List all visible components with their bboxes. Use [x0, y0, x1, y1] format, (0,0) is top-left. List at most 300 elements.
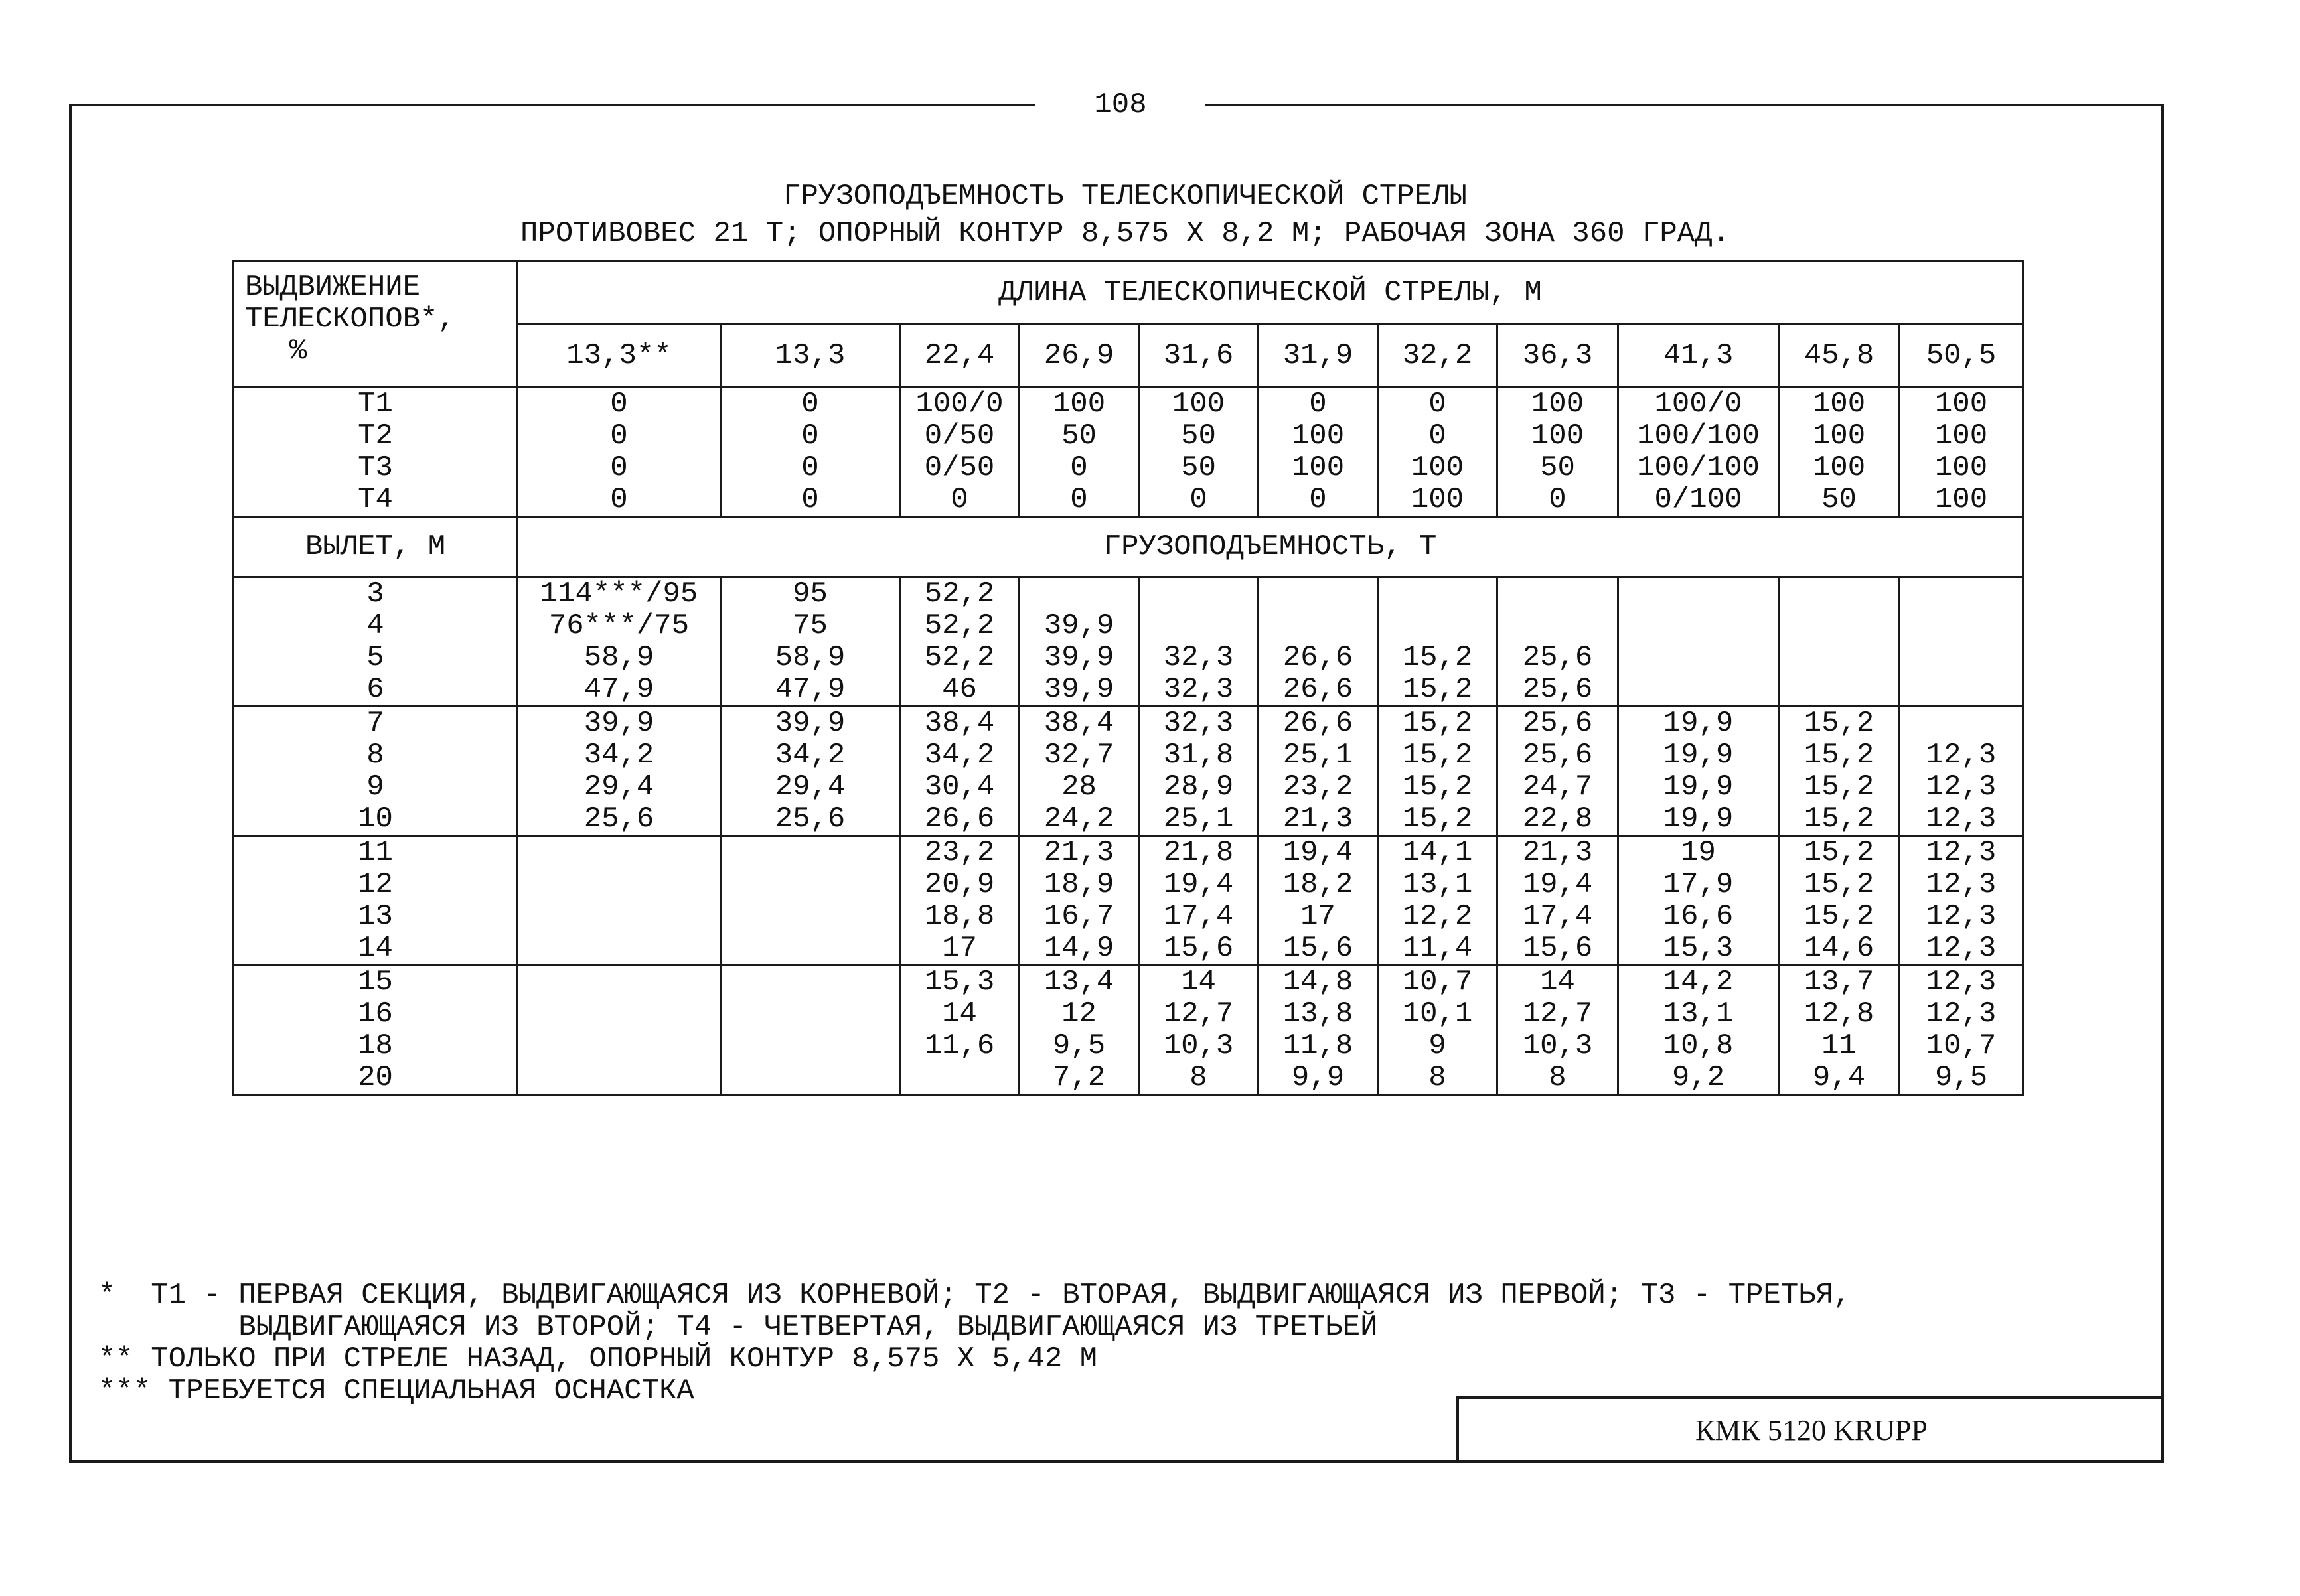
page-number: 108 [1035, 85, 1205, 125]
capacity-values-cell [900, 966, 1020, 1095]
capacity-values-cell [1378, 577, 1497, 707]
cell-value: 52,2 [924, 641, 995, 674]
cell-value: 9,5 [1052, 1029, 1106, 1062]
extension-values-cell [1779, 388, 1900, 517]
cell-value: 11 [358, 836, 393, 869]
cell-value: 12,3 [1926, 770, 1997, 804]
cell-value [1505, 578, 1610, 610]
cell-value [1626, 642, 1771, 674]
capacity-values-cell [1900, 966, 2023, 1095]
cell-value: 17,9 [1663, 868, 1734, 901]
cell-value [728, 869, 892, 901]
extension-values-cell [1139, 388, 1259, 517]
cell-value: 12,8 [1803, 997, 1875, 1031]
cell-value: 25,6 [1522, 739, 1593, 772]
cell-value: 31,8 [1163, 739, 1234, 772]
cell-value: 28 [1061, 770, 1097, 804]
capacity-values-cell [518, 966, 721, 1095]
cell-value: 13,4 [1043, 966, 1114, 999]
cell-value: 100 [1934, 483, 1988, 516]
cell-value [1786, 674, 1892, 705]
cell-value: 11,4 [1402, 932, 1473, 965]
cell-value: 15,3 [924, 966, 995, 999]
capacity-block-row [234, 707, 2023, 836]
cell-value: 58,9 [583, 641, 654, 674]
title-line-2: ПРОТИВОВЕС 21 Т; ОПОРНЫЙ КОНТУР 8,575 Х 8,2 М; РАБОЧАЯ ЗОНА 360 ГРАД. [520, 217, 1730, 250]
cell-value [1907, 578, 2015, 610]
cell-value: 13,7 [1803, 966, 1875, 999]
cell-value: 15,3 [1663, 932, 1734, 965]
cell-value [1907, 674, 2015, 705]
cell-value: 100 [1531, 419, 1584, 453]
cell-value [525, 837, 713, 869]
boom-length-cell: 22,4 [900, 325, 1020, 388]
cell-value: 100/100 [1637, 419, 1760, 453]
capacity-values-cell [1378, 707, 1497, 836]
extension-header-line-1: ВЫДВИЖЕНИЕ [245, 271, 421, 304]
cell-value: 12,3 [1926, 739, 1997, 772]
cell-value: 100/0 [915, 388, 1004, 421]
boom-length-cell: 13,3** [518, 325, 721, 388]
extension-header-line-2: ТЕЛЕСКОПОВ*, [245, 303, 455, 336]
cell-value: 19,4 [1282, 836, 1353, 869]
cell-value: 13 [358, 900, 393, 933]
cell-value: 25,6 [1522, 673, 1593, 706]
boom-length-cell: 45,8 [1779, 325, 1900, 388]
cell-value: 100 [1531, 388, 1584, 421]
cell-value [1266, 610, 1370, 642]
cell-value: 25,6 [775, 802, 846, 835]
cell-value: 8 [1549, 1061, 1567, 1094]
title-stamp: КМК 5120 KRUPP [1456, 1396, 2164, 1463]
cell-value: 100/0 [1654, 388, 1742, 421]
cell-value: 14,9 [1043, 932, 1114, 965]
cell-value: 100/100 [1637, 451, 1760, 484]
extension-values-cell [721, 388, 900, 517]
cell-value: 95 [793, 577, 828, 611]
cell-value: 11,6 [924, 1029, 995, 1062]
footnote-1-cont: ВЫДВИГАЮЩАЯСЯ ИЗ ВТОРОЙ; Т4 - ЧЕТВЕРТАЯ, ВЫДВИГАЮЩАЯСЯ ИЗ ТРЕТЬЕЙ [98, 1311, 1378, 1344]
cell-value: 15,2 [1402, 739, 1473, 772]
cell-value: 12,3 [1926, 997, 1997, 1031]
capacity-values-cell [721, 577, 900, 707]
title-line-1: ГРУЗОПОДЪЕМНОСТЬ ТЕЛЕСКОПИЧЕСКОЙ СТРЕЛЫ [783, 180, 1467, 213]
radius-header: ВЫЛЕТ, М [234, 517, 518, 577]
cell-value: 12 [1061, 997, 1097, 1031]
cell-value: 0 [1549, 483, 1567, 516]
cell-value: 58,9 [775, 641, 846, 674]
capacity-values-cell [1900, 707, 2023, 836]
cell-value: 21,8 [1163, 836, 1234, 869]
boom-length-cell: 26,9 [1020, 325, 1139, 388]
cell-value: 18,9 [1043, 868, 1114, 901]
cell-value [1786, 578, 1892, 610]
cell-value: 0 [801, 451, 819, 484]
cell-value: 0/50 [924, 451, 995, 484]
cell-value: 0 [801, 388, 819, 421]
cell-value: 7,2 [1052, 1061, 1106, 1094]
cell-value [525, 998, 713, 1030]
cell-value: 13,1 [1663, 997, 1734, 1031]
capacity-values-cell [518, 577, 721, 707]
boom-length-header: ДЛИНА ТЕЛЕСКОПИЧЕСКОЙ СТРЕЛЫ, М [518, 261, 2023, 325]
cell-value [525, 966, 713, 998]
cell-value: 19,9 [1663, 770, 1734, 804]
cell-value: Т4 [358, 483, 393, 516]
cell-value: 34,2 [924, 739, 995, 772]
cell-value: 34,2 [775, 739, 846, 772]
cell-value: 9 [366, 770, 384, 804]
cell-value: 25,6 [1522, 641, 1593, 674]
cell-value: 100 [1411, 451, 1464, 484]
cell-value [1385, 610, 1490, 642]
cell-value: 19,4 [1522, 868, 1593, 901]
cell-value: 34,2 [583, 739, 654, 772]
cell-value: 29,4 [583, 770, 654, 804]
capacity-values-cell [1618, 707, 1779, 836]
capacity-values-cell [1378, 836, 1497, 966]
cell-value: 8 [1428, 1061, 1446, 1094]
cell-value: 14,2 [1663, 966, 1734, 999]
boom-length-cell: 32,2 [1378, 325, 1497, 388]
cell-value: 0/100 [1654, 483, 1742, 516]
capacity-values-cell [721, 836, 900, 966]
footnote-3: *** ТРЕБУЕТСЯ СПЕЦИАЛЬНАЯ ОСНАСТКА [98, 1374, 694, 1408]
cell-value [1786, 642, 1892, 674]
cell-value: 0 [951, 483, 968, 516]
cell-value: 16 [358, 997, 393, 1031]
cell-value [525, 901, 713, 932]
cell-value [1027, 578, 1131, 610]
cell-value: 46 [942, 673, 977, 706]
cell-value: 4 [366, 609, 384, 642]
cell-value: 0 [610, 483, 628, 516]
cell-value: 15,2 [1803, 739, 1875, 772]
boom-length-cell: 31,6 [1139, 325, 1259, 388]
cell-value [1266, 578, 1370, 610]
section-labels-cell [234, 388, 518, 517]
cell-value: 20 [358, 1061, 393, 1094]
cell-value [525, 932, 713, 964]
cell-value: 38,4 [924, 707, 995, 740]
cell-value: 20,9 [924, 868, 995, 901]
capacity-values-cell [1779, 966, 1900, 1095]
capacity-values-cell [721, 966, 900, 1095]
table-title [232, 178, 2018, 252]
cell-value: 39,9 [1043, 609, 1114, 642]
extension-values-cell [900, 388, 1020, 517]
cell-value: 10 [358, 802, 393, 835]
cell-value: 9,5 [1934, 1061, 1988, 1094]
cell-value: 0 [801, 483, 819, 516]
cell-value: Т2 [358, 419, 393, 453]
cell-value: 7 [366, 707, 384, 740]
cell-value: 50 [1181, 419, 1216, 453]
cell-value: 15,2 [1402, 641, 1473, 674]
cell-value: 15,2 [1402, 707, 1473, 740]
boom-length-cell: 31,9 [1259, 325, 1378, 388]
cell-value: 19,9 [1663, 802, 1734, 835]
cell-value: 14 [942, 997, 977, 1031]
capacity-values-cell [1779, 577, 1900, 707]
capacity-values-cell [1259, 577, 1378, 707]
capacity-values-cell [1497, 966, 1618, 1095]
cell-value: 15,2 [1803, 707, 1875, 740]
cell-value: 24,7 [1522, 770, 1593, 804]
cell-value: 0 [1309, 483, 1327, 516]
cell-value: 3 [366, 577, 384, 611]
capacity-values-cell [1020, 707, 1139, 836]
capacity-values-cell [1139, 577, 1259, 707]
cell-value: 39,9 [775, 707, 846, 740]
radius-values-cell [234, 707, 518, 836]
radius-values-cell [234, 966, 518, 1095]
cell-value [728, 966, 892, 998]
cell-value: 5 [366, 641, 384, 674]
capacity-values-cell [1618, 577, 1779, 707]
cell-value: 14,6 [1803, 932, 1875, 965]
cell-value [1907, 610, 2015, 642]
cell-value: 50 [1061, 419, 1097, 453]
cell-value: 26,6 [924, 802, 995, 835]
cell-value: 15,2 [1803, 900, 1875, 933]
cell-value: 12,3 [1926, 966, 1997, 999]
cell-value: 12,3 [1926, 900, 1997, 933]
cell-value: 15 [358, 966, 393, 999]
cell-value: 0 [1189, 483, 1207, 516]
cell-value: 15,6 [1163, 932, 1234, 965]
cell-value: 100 [1934, 388, 1988, 421]
cell-value: 26,6 [1282, 641, 1353, 674]
capacity-values-cell [900, 707, 1020, 836]
cell-value: Т3 [358, 451, 393, 484]
cell-value: 32,3 [1163, 707, 1234, 740]
cell-value: 23,2 [924, 836, 995, 869]
extension-values-cell [1378, 388, 1497, 517]
cell-value: 32,7 [1043, 739, 1114, 772]
cell-value: 17 [1300, 900, 1336, 933]
cell-value: 100 [1291, 419, 1345, 453]
cell-value: 100 [1934, 419, 1988, 453]
cell-value: 15,2 [1402, 673, 1473, 706]
capacity-values-cell [1497, 577, 1618, 707]
cell-value: 52,2 [924, 609, 995, 642]
cell-value: 9,2 [1671, 1061, 1725, 1094]
capacity-values-cell [1020, 966, 1139, 1095]
cell-value: 11,8 [1282, 1029, 1353, 1062]
capacity-values-cell [1378, 966, 1497, 1095]
cell-value: 10,3 [1522, 1029, 1593, 1062]
cell-value [907, 1062, 1012, 1094]
cell-value: 12,3 [1926, 868, 1997, 901]
capacity-values-cell [1259, 707, 1378, 836]
cell-value [1626, 674, 1771, 705]
cell-value: 52,2 [924, 577, 995, 611]
cell-value: 25,1 [1282, 739, 1353, 772]
capacity-values-cell [1020, 836, 1139, 966]
cell-value: 32,3 [1163, 641, 1234, 674]
cell-value: 14 [1540, 966, 1575, 999]
capacity-values-cell [1497, 707, 1618, 836]
cell-value: 17,4 [1163, 900, 1234, 933]
extension-header-cell [234, 261, 518, 388]
cell-value [1907, 707, 2015, 739]
cell-value [1626, 578, 1771, 610]
cell-value: 47,9 [775, 673, 846, 706]
cell-value: 16,7 [1043, 900, 1114, 933]
cell-value: 8 [366, 739, 384, 772]
cell-value: 29,4 [775, 770, 846, 804]
capacity-values-cell [900, 836, 1020, 966]
cell-value [728, 1030, 892, 1062]
extension-header-line-3: % [289, 334, 307, 368]
cell-value [1146, 610, 1251, 642]
cell-value [728, 932, 892, 964]
cell-value: 17,4 [1522, 900, 1593, 933]
cell-value: 17 [942, 932, 977, 965]
cell-value: 25,6 [1522, 707, 1593, 740]
boom-length-cell: 41,3 [1618, 325, 1779, 388]
cell-value: 14,8 [1282, 966, 1353, 999]
cell-value: 0 [1428, 419, 1446, 453]
capacity-values-cell [1020, 577, 1139, 707]
cell-value: 26,6 [1282, 673, 1353, 706]
capacity-values-cell [1900, 836, 2023, 966]
cell-value [1505, 610, 1610, 642]
boom-length-cell: 36,3 [1497, 325, 1618, 388]
capacity-values-cell [1139, 966, 1259, 1095]
capacity-values-cell [1618, 836, 1779, 966]
cell-value: 76***/75 [548, 609, 690, 642]
capacity-values-cell [1259, 966, 1378, 1095]
cell-value: 15,2 [1803, 836, 1875, 869]
cell-value: Т1 [358, 388, 393, 421]
cell-value: 100 [1812, 388, 1866, 421]
capacity-values-cell [518, 707, 721, 836]
cell-value [728, 837, 892, 869]
cell-value: 0 [610, 388, 628, 421]
cell-value: 32,3 [1163, 673, 1234, 706]
cell-value: 14,1 [1402, 836, 1473, 869]
cell-value: 100 [1411, 483, 1464, 516]
cell-value: 0/50 [924, 419, 995, 453]
capacity-values-cell [1259, 836, 1378, 966]
cell-value: 19,9 [1663, 739, 1734, 772]
capacity-values-cell [1779, 707, 1900, 836]
cell-value: 15,2 [1402, 770, 1473, 804]
cell-value: 100 [1172, 388, 1225, 421]
cell-value: 6 [366, 673, 384, 706]
radius-values-cell [234, 577, 518, 707]
cell-value: 15,2 [1803, 868, 1875, 901]
cell-value [728, 1062, 892, 1094]
cell-value: 23,2 [1282, 770, 1353, 804]
cell-value: 10,7 [1402, 966, 1473, 999]
footnote-1: * Т1 - ПЕРВАЯ СЕКЦИЯ, ВЫДВИГАЮЩАЯСЯ ИЗ КОРНЕВОЙ; Т2 - ВТОРАЯ, ВЫДВИГАЮЩАЯСЯ ИЗ ПЕРВОЙ; Т3 - ТРЕТЬЯ, [98, 1279, 1851, 1312]
cell-value: 12 [358, 868, 393, 901]
cell-value [525, 869, 713, 901]
boom-length-cell: 13,3 [721, 325, 900, 388]
cell-value: 26,6 [1282, 707, 1353, 740]
cell-value [728, 998, 892, 1030]
cell-value: 15,6 [1282, 932, 1353, 965]
cell-value: 19 [1681, 836, 1716, 869]
cell-value: 13,8 [1282, 997, 1353, 1031]
extension-values-cell [1020, 388, 1139, 517]
cell-value: 13,1 [1402, 868, 1473, 901]
cell-value: 0 [801, 419, 819, 453]
cell-value: 21,3 [1522, 836, 1593, 869]
cell-value: 50 [1181, 451, 1216, 484]
cell-value: 100 [1052, 388, 1106, 421]
cell-value: 12,2 [1402, 900, 1473, 933]
cell-value [525, 1030, 713, 1062]
cell-value: 0 [1428, 388, 1446, 421]
cell-value [1146, 578, 1251, 610]
footnotes [98, 1279, 2156, 1407]
cell-value: 50 [1540, 451, 1575, 484]
cell-value: 39,9 [1043, 673, 1114, 706]
cell-value: 10,1 [1402, 997, 1473, 1031]
cell-value [1907, 642, 2015, 674]
cell-value: 19,9 [1663, 707, 1734, 740]
cell-value: 0 [1070, 483, 1088, 516]
cell-value: 9,4 [1812, 1061, 1866, 1094]
capacity-values-cell [1618, 966, 1779, 1095]
cell-value [1385, 578, 1490, 610]
cell-value: 24,2 [1043, 802, 1114, 835]
capacity-values-cell [1139, 707, 1259, 836]
cell-value: 0 [1309, 388, 1327, 421]
cell-value: 30,4 [924, 770, 995, 804]
cell-value: 47,9 [583, 673, 654, 706]
cell-value: 0 [610, 419, 628, 453]
cell-value: 15,2 [1803, 770, 1875, 804]
cell-value: 0 [610, 451, 628, 484]
cell-value: 12,3 [1926, 932, 1997, 965]
cell-value [1626, 610, 1771, 642]
capacity-block-row [234, 577, 2023, 707]
cell-value: 21,3 [1282, 802, 1353, 835]
cell-value: 10,7 [1926, 1029, 1997, 1062]
cell-value: 18,8 [924, 900, 995, 933]
capacity-values-cell [721, 707, 900, 836]
cell-value: 38,4 [1043, 707, 1114, 740]
cell-value: 19,4 [1163, 868, 1234, 901]
radius-values-cell [234, 836, 518, 966]
cell-value: 10,3 [1163, 1029, 1234, 1062]
cell-value: 12,3 [1926, 836, 1997, 869]
cell-value [1786, 610, 1892, 642]
boom-length-cell: 50,5 [1900, 325, 2023, 388]
extension-values-cell [1900, 388, 2023, 517]
extension-values-cell [1618, 388, 1779, 517]
cell-value [525, 1062, 713, 1094]
extension-values-cell [1259, 388, 1378, 517]
cell-value: 25,6 [583, 802, 654, 835]
capacity-block-row [234, 966, 2023, 1095]
extension-values-cell [518, 388, 721, 517]
cell-value: 9 [1428, 1029, 1446, 1062]
cell-value: 14 [358, 932, 393, 965]
capacity-values-cell [900, 577, 1020, 707]
cell-value: 21,3 [1043, 836, 1114, 869]
load-capacity-table [232, 260, 2024, 1096]
capacity-values-cell [1139, 836, 1259, 966]
cell-value: 9,9 [1291, 1061, 1345, 1094]
cell-value: 18,2 [1282, 868, 1353, 901]
footnote-2: ** ТОЛЬКО ПРИ СТРЕЛЕ НАЗАД, ОПОРНЫЙ КОНТУР 8,575 Х 5,42 М [98, 1342, 1098, 1376]
